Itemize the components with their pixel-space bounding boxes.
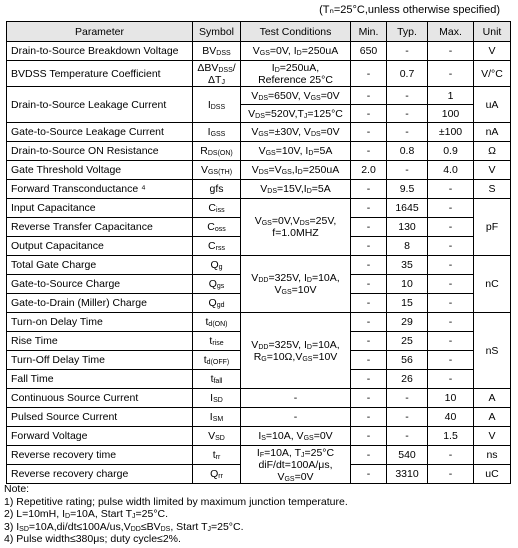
max-cell: - (428, 351, 474, 370)
condition-cell: $I_S=10A$, $V_{GS}=0V$ (241, 427, 351, 446)
parameter-cell: Gate-to-Source Charge (7, 275, 193, 294)
table-header-row (7, 22, 511, 42)
typ-cell: 35 (387, 256, 428, 275)
min-cell: - (351, 87, 387, 105)
typ-cell: 0.7 (387, 61, 428, 87)
notes-title: Note: (4, 483, 30, 495)
parameter-cell: Fall Time (7, 370, 193, 389)
symbol-cell: $I_{DSS}$ (193, 87, 241, 123)
parameter-cell: Reverse recovery time (7, 446, 193, 465)
condition-cell: $V_{GS}=10V$, $I_D=5A$ (241, 142, 351, 161)
max-cell: 1.5 (428, 427, 474, 446)
max-cell: 10 (428, 389, 474, 408)
parameter-cell: Gate Threshold Voltage (7, 161, 193, 180)
max-cell: - (428, 180, 474, 199)
col-symbol: Symbol (193, 22, 241, 42)
table-row (7, 87, 511, 105)
symbol-cell: $R_{DS(ON)}$ (193, 142, 241, 161)
parameter-cell: Total Gate Charge (7, 256, 193, 275)
typ-cell: - (387, 123, 428, 142)
max-cell: 4.0 (428, 161, 474, 180)
condition-cell: $V_{DS}=650V$, $V_{GS}=0V$ (241, 87, 351, 105)
max-cell: 40 (428, 408, 474, 427)
max-cell: - (428, 237, 474, 256)
min-cell: - (351, 180, 387, 199)
condition-cell: - (241, 389, 351, 408)
symbol-cell: $C_{oss}$ (193, 218, 241, 237)
min-cell: - (351, 351, 387, 370)
note-item: 3) $I_{SD}=10A,di/dt\le 100A/us,V_{DD}\le BV_{DS}$, Start $T_J=25^\circ C$. (4, 520, 244, 533)
typ-cell: - (387, 408, 428, 427)
min-cell: - (351, 465, 387, 484)
table-row (7, 313, 511, 332)
min-cell: - (351, 427, 387, 446)
note-item: 4) Pulse width≤380μs; duty cycle≤2%. (4, 533, 181, 545)
unit-cell: uC (474, 465, 511, 484)
table-row (7, 180, 511, 199)
condition-cell: $V_{DD}=325V$, $I_D=10A$, $R_G=10\Omega,V_{GS}=10V$ (241, 313, 351, 389)
table-row (7, 42, 511, 61)
max-cell: - (428, 313, 474, 332)
unit-cell: pF (474, 199, 511, 256)
min-cell: - (351, 105, 387, 123)
max-cell: 0.9 (428, 142, 474, 161)
notes-section (4, 483, 348, 546)
min-cell: - (351, 218, 387, 237)
parameter-cell: Gate-to-Source Leakage Current (7, 123, 193, 142)
table-row (7, 123, 511, 142)
col-parameter: Parameter (7, 22, 193, 42)
unit-cell: uA (474, 87, 511, 123)
condition-cell: $I_F=10A$, $T_J=25^\circ C$ diF/dt=100A/μs, $V_{GS}=0V$ (241, 446, 351, 484)
parameter-cell: Gate-to-Drain (Miller) Charge (7, 294, 193, 313)
max-cell: - (428, 199, 474, 218)
table-row (7, 427, 511, 446)
symbol-cell: $Q_{gs}$ (193, 275, 241, 294)
min-cell: - (351, 123, 387, 142)
min-cell: - (351, 294, 387, 313)
table-row (7, 199, 511, 218)
col-max: Max. (428, 22, 474, 42)
parameter-cell: Turn-on Delay Time (7, 313, 193, 332)
max-cell: - (428, 42, 474, 61)
table-row (7, 61, 511, 87)
table-row (7, 408, 511, 427)
unit-cell: ns (474, 446, 511, 465)
symbol-cell: $I_{SM}$ (193, 408, 241, 427)
max-cell: 100 (428, 105, 474, 123)
min-cell: - (351, 389, 387, 408)
symbol-cell: $Q_g$ (193, 256, 241, 275)
condition-cell: $V_{DS}=15V,I_D=5A$ (241, 180, 351, 199)
min-cell: - (351, 408, 387, 427)
parameter-cell: Drain-to-Source Breakdown Voltage (7, 42, 193, 61)
symbol-cell: $I_{SD}$ (193, 389, 241, 408)
unit-cell: A (474, 408, 511, 427)
table-row (7, 142, 511, 161)
typ-cell: - (387, 161, 428, 180)
table-row (7, 446, 511, 465)
min-cell: - (351, 313, 387, 332)
parameter-cell: Rise Time (7, 332, 193, 351)
condition-cell: - (241, 408, 351, 427)
min-cell: - (351, 275, 387, 294)
symbol-cell: $Q_{gd}$ (193, 294, 241, 313)
symbol-cell: gfs (193, 180, 241, 199)
max-cell: 1 (428, 87, 474, 105)
parameter-cell: BVDSS Temperature Coefficient (7, 61, 193, 87)
table-row (7, 256, 511, 275)
typ-cell: 0.8 (387, 142, 428, 161)
typ-cell: - (387, 389, 428, 408)
typ-cell: 1645 (387, 199, 428, 218)
max-cell: - (428, 446, 474, 465)
parameter-cell: Pulsed Source Current (7, 408, 193, 427)
typ-cell: 29 (387, 313, 428, 332)
note-item: 2) L=10mH, $I_D=10A$, Start $T_J=25^\circ C$. (4, 508, 169, 520)
max-cell: - (428, 275, 474, 294)
col-min: Min. (351, 22, 387, 42)
symbol-cell: $t_{rr}$ (193, 446, 241, 465)
symbol-cell: $Q_{rr}$ (193, 465, 241, 484)
parameter-cell: Continuous Source Current (7, 389, 193, 408)
min-cell: - (351, 61, 387, 87)
min-cell: - (351, 199, 387, 218)
col-unit: Unit (474, 22, 511, 42)
parameter-cell: Reverse Transfer Capacitance (7, 218, 193, 237)
col-typ: Typ. (387, 22, 428, 42)
parameter-cell: Forward Transconductance ⁴ (7, 180, 193, 199)
min-cell: 650 (351, 42, 387, 61)
typ-cell: 3310 (387, 465, 428, 484)
min-cell: - (351, 370, 387, 389)
min-cell: - (351, 332, 387, 351)
max-cell: - (428, 256, 474, 275)
parameter-cell: Input Capacitance (7, 199, 193, 218)
parameter-cell: Output Capacitance (7, 237, 193, 256)
condition-cell: $V_{GS}=0V,V_{DS}=25V$, f=1.0MHZ (241, 199, 351, 256)
max-cell: - (428, 294, 474, 313)
typ-cell: - (387, 427, 428, 446)
unit-cell: V (474, 161, 511, 180)
condition-cell: $I_D=250uA$, Reference 25°C (241, 61, 351, 87)
condition-cell: $V_{DD}=325V$, $I_D=10A$, $V_{GS}=10V$ (241, 256, 351, 313)
max-cell: ±100 (428, 123, 474, 142)
max-cell: - (428, 370, 474, 389)
unit-cell: S (474, 180, 511, 199)
symbol-cell: $C_{iss}$ (193, 199, 241, 218)
min-cell: - (351, 256, 387, 275)
max-cell: - (428, 465, 474, 484)
condition-cell: $V_{DS}=520V,T_J=125^\circ C$ (241, 105, 351, 123)
electrical-characteristics-table (6, 21, 511, 484)
typ-cell: 10 (387, 275, 428, 294)
typ-cell: 15 (387, 294, 428, 313)
typ-cell: - (387, 42, 428, 61)
test-conditions-note: (Tₙ=25°C,unless otherwise specified) (319, 4, 500, 16)
symbol-cell: $t_{rise}$ (193, 332, 241, 351)
symbol-cell: $I_{GSS}$ (193, 123, 241, 142)
unit-cell: V (474, 42, 511, 61)
max-cell: - (428, 332, 474, 351)
min-cell: 2.0 (351, 161, 387, 180)
min-cell: - (351, 446, 387, 465)
unit-cell: nC (474, 256, 511, 313)
symbol-cell: $V_{SD}$ (193, 427, 241, 446)
col-test-conditions: Test Conditions (241, 22, 351, 42)
condition-cell: $V_{GS}=0V$, $I_D=250uA$ (241, 42, 351, 61)
unit-cell: nA (474, 123, 511, 142)
parameter-cell: Forward Voltage (7, 427, 193, 446)
symbol-cell: $t_{fall}$ (193, 370, 241, 389)
typ-cell: 56 (387, 351, 428, 370)
typ-cell: 8 (387, 237, 428, 256)
parameter-cell: Reverse recovery charge (7, 465, 193, 484)
typ-cell: - (387, 87, 428, 105)
condition-cell: $V_{DS}=V_{GS},I_D=250uA$ (241, 161, 351, 180)
note-item: 1) Repetitive rating; pulse width limited by maximum junction temperature. (4, 495, 348, 508)
min-cell: - (351, 237, 387, 256)
symbol-cell: $V_{GS(TH)}$ (193, 161, 241, 180)
unit-cell: Ω (474, 142, 511, 161)
table-row (7, 389, 511, 408)
max-cell: - (428, 218, 474, 237)
typ-cell: 540 (387, 446, 428, 465)
symbol-cell: $\Delta BV_{DSS}/$ $\Delta T_J$ (193, 61, 241, 87)
typ-cell: - (387, 105, 428, 123)
symbol-cell: $C_{rss}$ (193, 237, 241, 256)
parameter-cell: Drain-to-Source ON Resistance (7, 142, 193, 161)
typ-cell: 9.5 (387, 180, 428, 199)
parameter-cell: Drain-to-Source Leakage Current (7, 87, 193, 123)
typ-cell: 26 (387, 370, 428, 389)
unit-cell: V/°C (474, 61, 511, 87)
typ-cell: 130 (387, 218, 428, 237)
parameter-cell: Turn-Off Delay Time (7, 351, 193, 370)
unit-cell: V (474, 427, 511, 446)
unit-cell: A (474, 389, 511, 408)
symbol-cell: $t_{d(OFF)}$ (193, 351, 241, 370)
min-cell: - (351, 142, 387, 161)
table-row (7, 161, 511, 180)
symbol-cell: $t_{d(ON)}$ (193, 313, 241, 332)
unit-cell: nS (474, 313, 511, 389)
typ-cell: 25 (387, 332, 428, 351)
symbol-cell: $BV_{DSS}$ (193, 42, 241, 61)
condition-cell: $V_{GS}=\pm 30V$, $V_{DS}=0V$ (241, 123, 351, 142)
max-cell: - (428, 61, 474, 87)
